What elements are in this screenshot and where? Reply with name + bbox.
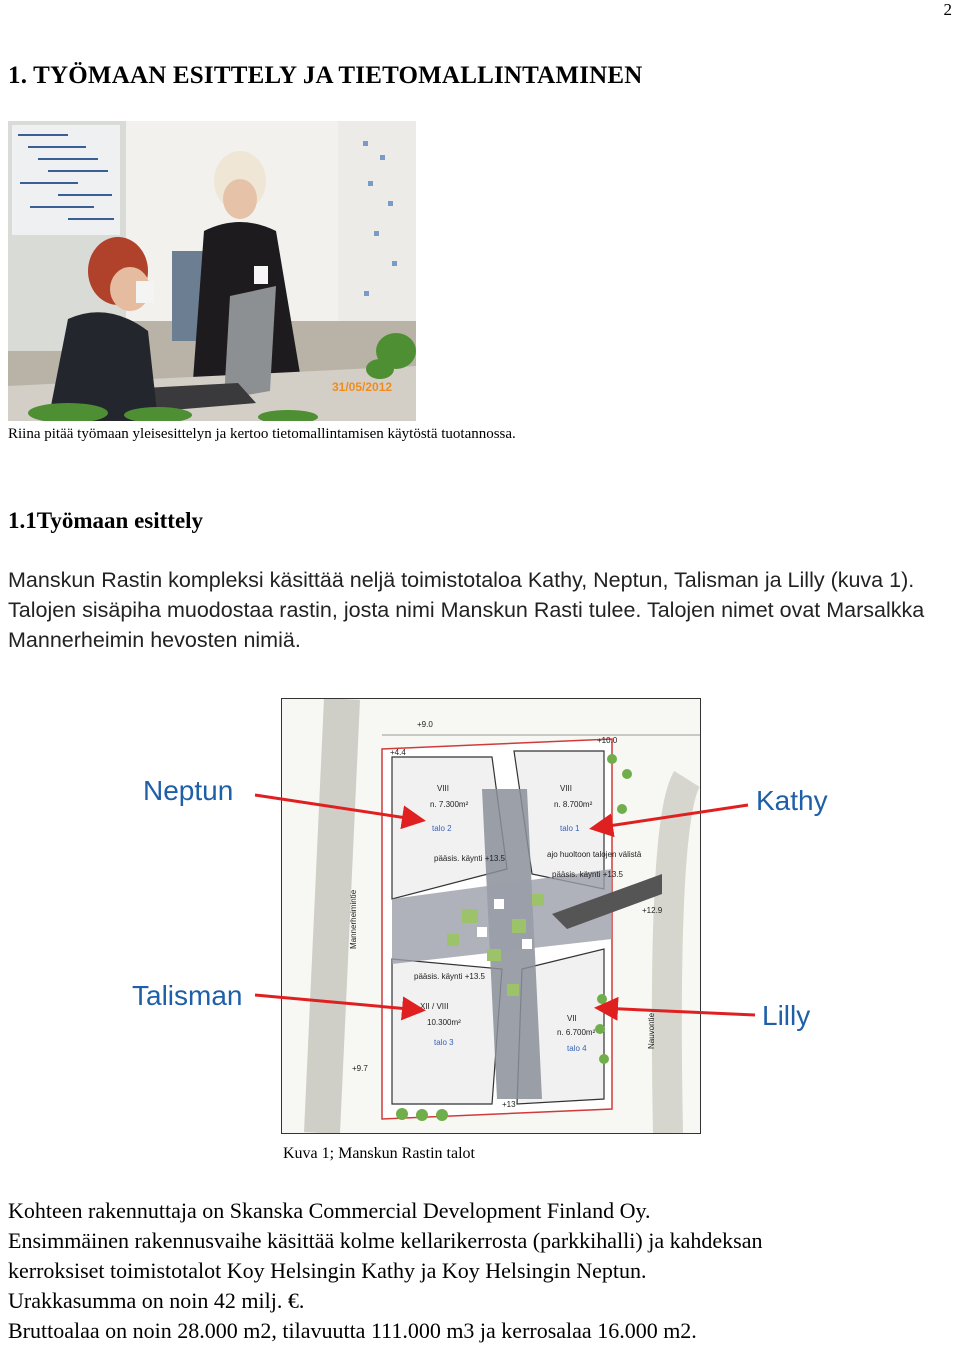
- photo-caption: Riina pitää työmaan yleisesittelyn ja kertoo tietomallintamisen käytöstä tuotannossa.: [8, 426, 516, 442]
- b3-floors: XII / VIII: [420, 1002, 449, 1011]
- b4-area: n. 6.700m²: [557, 1028, 596, 1037]
- body-line-1: Kohteen rakennuttaja on Skanska Commercial Development Finland Oy.: [8, 1198, 651, 1223]
- b4-floors: VII: [567, 1014, 577, 1023]
- arrow-lilly: [600, 1008, 755, 1015]
- label-kathy: Kathy: [756, 785, 828, 816]
- subsection-heading: 1.1Työmaan esittely: [8, 508, 204, 533]
- section-heading: 1. TYÖMAAN ESITTELY JA TIETOMALLINTAMINEN: [8, 62, 643, 89]
- elev-b: +10.0: [597, 736, 618, 745]
- entrance-1: pääsis. käynti +13.5: [434, 854, 505, 863]
- body-line-5: Bruttoalaa on noin 28.000 m2, tilavuutta 111.000 m3 ja kerrosalaa 16.000 m2.: [8, 1318, 697, 1343]
- elev-c: +12.9: [642, 906, 663, 915]
- elev-e: +4.4: [390, 748, 406, 757]
- street-right: Nauvontie: [647, 1012, 656, 1049]
- drive-text: ajo huoltoon talojen välistä: [547, 850, 642, 859]
- body-line-4: Urakkasumma on noin 42 milj. €.: [8, 1288, 305, 1313]
- photo-date-stamp: 31/05/2012: [332, 380, 393, 394]
- elev-d: +9.7: [352, 1064, 368, 1073]
- presentation-photo: [8, 121, 416, 421]
- body-line-2: Ensimmäinen rakennusvaihe käsittää kolme kellarikerrosta (parkkihalli) ja kahdeksan: [8, 1228, 763, 1253]
- b3-area: 10.300m²: [427, 1018, 461, 1027]
- entrance-3: pääsis. käynti +13.5: [414, 972, 485, 981]
- label-talisman: Talisman: [132, 980, 243, 1011]
- b1-floors: VIII: [437, 784, 450, 793]
- page-number: 2: [943, 0, 952, 19]
- b2-area: n. 8.700m²: [554, 800, 593, 809]
- arrow-neptun: [255, 795, 420, 820]
- b2-talo: talo 1: [560, 824, 580, 833]
- arrow-kathy: [595, 805, 748, 828]
- b3-talo: talo 3: [434, 1038, 454, 1047]
- figure-caption: Kuva 1; Manskun Rastin talot: [283, 1145, 475, 1162]
- body-line-3: kerroksiset toimistotalot Koy Helsingin Kathy ja Koy Helsingin Neptun.: [8, 1258, 647, 1283]
- b1-area: n. 7.300m²: [430, 800, 469, 809]
- entrance-2: pääsis. käynti +13.5: [552, 870, 623, 879]
- arrow-talisman: [255, 995, 420, 1010]
- label-neptun: Neptun: [143, 775, 234, 806]
- elev-f: +13: [502, 1100, 516, 1109]
- elev-a: +9.0: [417, 720, 433, 729]
- b4-talo: talo 4: [567, 1044, 587, 1053]
- label-lilly: Lilly: [762, 1000, 811, 1031]
- b2-floors: VIII: [560, 784, 573, 793]
- body-text: [8, 1196, 953, 1346]
- intro-paragraph: Manskun Rastin kompleksi käsittää neljä toimistotaloa Kathy, Neptun, Talisman ja Lilly (kuva 1). Talojen sisäpiha muodostaa rastin, josta nimi Manskun Rasti tulee. Talojen nimet ovat Marsalkka Mannerheimin hevosten nimiä.: [8, 568, 925, 652]
- street-left: Mannerheimintie: [349, 889, 358, 949]
- b1-talo: talo 2: [432, 824, 452, 833]
